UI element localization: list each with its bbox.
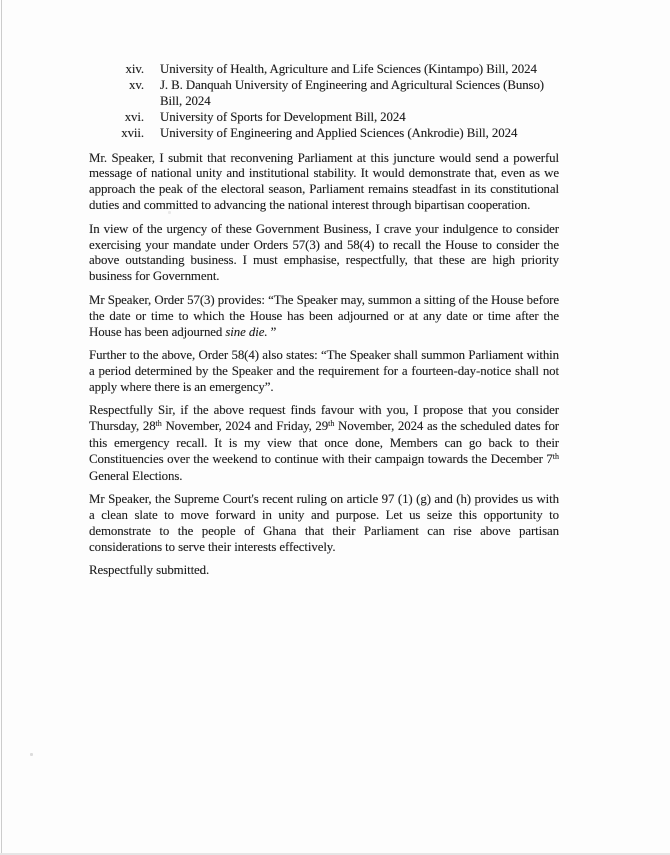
list-item-text: University of Sports for Development Bill, 2024 [160,109,406,124]
bill-list-item [89,110,559,126]
list-item-text: University of Health, Agriculture and Life Sciences (Kintampo) Bill, 2024 [160,62,537,76]
list-numeral: xiv. [125,62,144,76]
list-item-text: University of Engineering and Applied Sciences (Ankrodie) Bill, 2024 [160,125,518,140]
bill-list [89,62,559,142]
paragraph-proposed-dates: Respectfully Sir, if the above request finds favour with you, I propose that you consider Thursday, 28th November, 2024 and Friday, 29th November, 2024 as the scheduled dates for this emergency recall. It is my view that once done, Members can go back to their Constituencies over the weekend to continue with their campaign towards the December 7th General Elections. [89,403,559,483]
paragraph-urgency: In view of the urgency of these Government Business, I crave your indulgence to consider exercising your mandate under Orders 57(3) and 58(4) to recall the House to consider the above outstanding business. I must emphasise, respectfully, that these are high priority business for Government. [89,221,559,284]
bill-list-item [89,78,559,110]
list-numeral: xv. [129,77,144,92]
document-content [89,62,559,579]
list-numeral: xvii. [121,125,144,140]
scan-speck [30,753,33,756]
scan-edge-left [1,0,2,855]
paragraph-reconvening: Mr. Speaker, I submit that reconvening Parliament at this juncture would send a powerful message of national unity and institutional stability. It would demonstrate that, even as we approach the peak of the electoral season, Parliament remains steadfast in its constitutional duties and committed to advancing the national interest through bipartisan cooperation. [89,150,559,213]
bill-list-item [89,126,559,142]
paragraph-order-57-3: Mr Speaker, Order 57(3) provides: “The Speaker may, summon a sitting of the House before the date or time to which the House has been adjourned or at any date or time after the House has been adjourned sine die. ” [89,292,559,339]
list-item-text: J. B. Danquah University of Engineering and Agricultural Sciences (Bunso) Bill, 2024 [160,77,544,108]
bill-list-item [89,62,559,78]
list-numeral: xvi. [124,109,144,124]
closing-respectfully-submitted: Respectfully submitted. [89,563,210,578]
paragraph-supreme-court: Mr Speaker, the Supreme Court's recent ruling on article 97 (1) (g) and (h) provides us with a clean slate to move forward in unity and purpose. Let us seize this opportunity to demonstrate to the people of Ghana that their Parliament can rise above partisan considerations to serve their interests effectively. [89,492,559,554]
paragraph-order-58-4: Further to the above, Order 58(4) also states: “The Speaker shall summon Parliament within a period determined by the Speaker and the requirement for a fourteen-day-notice shall not apply where there is an emergency”. [89,348,559,394]
